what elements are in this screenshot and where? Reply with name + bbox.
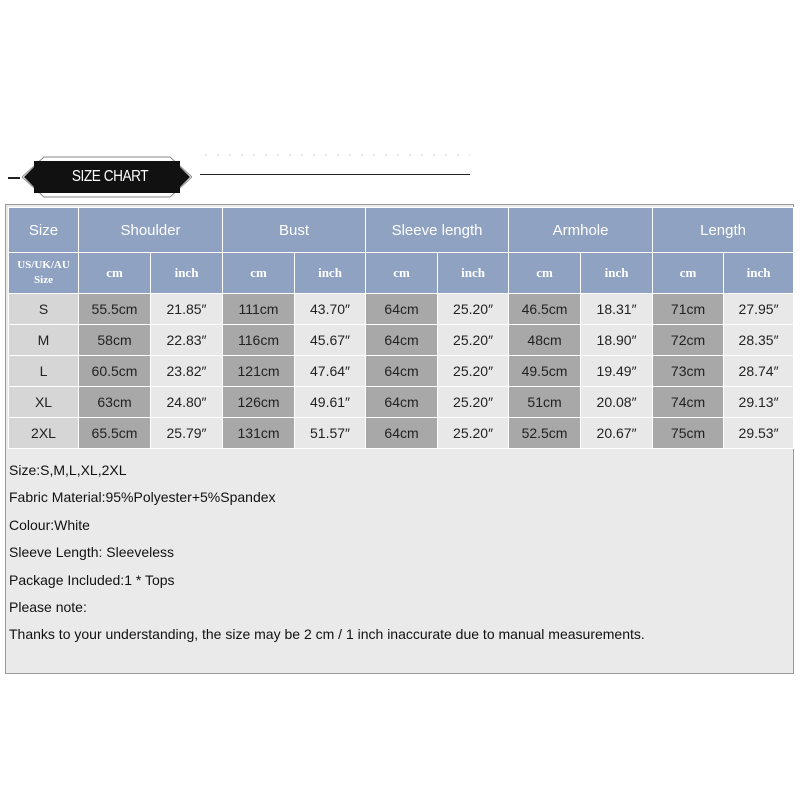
- inch-value-cell: 20.67″: [581, 418, 653, 449]
- cm-value-cell: 52.5cm: [509, 418, 581, 449]
- note-line: Please note:: [9, 598, 87, 615]
- header-bust: Bust: [223, 208, 366, 253]
- inch-value-cell: 18.31″: [581, 294, 653, 325]
- inch-value-cell: 49.61″: [295, 387, 366, 418]
- unit-inch: inch: [581, 253, 653, 294]
- inch-value-cell: 20.08″: [581, 387, 653, 418]
- table-row: [9, 294, 794, 325]
- cm-value-cell: 121cm: [223, 356, 295, 387]
- size-label: Size: [34, 274, 53, 286]
- header-shoulder: Shoulder: [79, 208, 223, 253]
- unit-cm: cm: [366, 253, 438, 294]
- cm-value-cell: 48cm: [509, 325, 581, 356]
- inch-value-cell: 25.79″: [151, 418, 223, 449]
- cm-value-cell: 51cm: [509, 387, 581, 418]
- inch-value-cell: 25.20″: [438, 294, 509, 325]
- cm-value-cell: 64cm: [366, 325, 438, 356]
- cm-value-cell: 64cm: [366, 418, 438, 449]
- cm-value-cell: 64cm: [366, 387, 438, 418]
- note-line: Fabric Material:95%Polyester+5%Spandex: [9, 489, 276, 506]
- inch-value-cell: 29.53″: [724, 418, 794, 449]
- cm-value-cell: 63cm: [79, 387, 151, 418]
- table-header-row: [9, 208, 794, 253]
- header-sleeve-length: Sleeve length: [366, 208, 509, 253]
- inch-value-cell: 28.35″: [724, 325, 794, 356]
- cm-value-cell: 116cm: [223, 325, 295, 356]
- inch-value-cell: 29.13″: [724, 387, 794, 418]
- region-label: US/UK/AU: [17, 259, 70, 271]
- table-row: [9, 325, 794, 356]
- inch-value-cell: 24.80″: [151, 387, 223, 418]
- cm-value-cell: 64cm: [366, 356, 438, 387]
- unit-cm: cm: [79, 253, 151, 294]
- inch-value-cell: 23.82″: [151, 356, 223, 387]
- table-row: [9, 356, 794, 387]
- inch-value-cell: 28.74″: [724, 356, 794, 387]
- header-region-size: [9, 253, 79, 294]
- cm-value-cell: 65.5cm: [79, 418, 151, 449]
- cm-value-cell: 64cm: [366, 294, 438, 325]
- cm-value-cell: 58cm: [79, 325, 151, 356]
- size-cell: M: [9, 325, 79, 356]
- banner-right-line: [200, 174, 470, 175]
- cm-value-cell: 49.5cm: [509, 356, 581, 387]
- unit-inch: inch: [151, 253, 223, 294]
- inch-value-cell: 43.70″: [295, 294, 366, 325]
- inch-value-cell: 25.20″: [438, 387, 509, 418]
- cm-value-cell: 72cm: [653, 325, 724, 356]
- size-chart-panel: [5, 204, 794, 674]
- cm-value-cell: 71cm: [653, 294, 724, 325]
- inch-value-cell: 21.85″: [151, 294, 223, 325]
- unit-cm: cm: [653, 253, 724, 294]
- cm-value-cell: 75cm: [653, 418, 724, 449]
- unit-inch: inch: [295, 253, 366, 294]
- header-size: Size: [9, 208, 79, 253]
- unit-inch: inch: [438, 253, 509, 294]
- size-table: [8, 207, 794, 449]
- cm-value-cell: 55.5cm: [79, 294, 151, 325]
- inch-value-cell: 22.83″: [151, 325, 223, 356]
- cm-value-cell: 126cm: [223, 387, 295, 418]
- inch-value-cell: 25.20″: [438, 325, 509, 356]
- table-unit-row: [9, 253, 794, 294]
- note-line: Thanks to your understanding, the size may be 2 cm / 1 inch inaccurate due to manual measurements.: [9, 626, 645, 643]
- cm-value-cell: 131cm: [223, 418, 295, 449]
- product-notes: [9, 457, 789, 649]
- banner-dots: [200, 154, 470, 156]
- header-length: Length: [653, 208, 794, 253]
- inch-value-cell: 45.67″: [295, 325, 366, 356]
- unit-inch: inch: [724, 253, 794, 294]
- inch-value-cell: 18.90″: [581, 325, 653, 356]
- table-row: [9, 387, 794, 418]
- unit-cm: cm: [509, 253, 581, 294]
- cm-value-cell: 74cm: [653, 387, 724, 418]
- table-body: [9, 294, 794, 449]
- cm-value-cell: 73cm: [653, 356, 724, 387]
- cm-value-cell: 111cm: [223, 294, 295, 325]
- note-line: Size:S,M,L,XL,2XL: [9, 462, 127, 478]
- size-cell: L: [9, 356, 79, 387]
- inch-value-cell: 47.64″: [295, 356, 366, 387]
- cm-value-cell: 60.5cm: [79, 356, 151, 387]
- banner-left-dash: [8, 177, 20, 179]
- table-row: [9, 418, 794, 449]
- note-line: Sleeve Length: Sleeveless: [9, 544, 174, 561]
- inch-value-cell: 25.20″: [438, 356, 509, 387]
- note-line: Colour:White: [9, 516, 90, 533]
- note-line: Package Included:1 * Tops: [9, 571, 175, 588]
- size-cell: 2XL: [9, 418, 79, 449]
- inch-value-cell: 27.95″: [724, 294, 794, 325]
- inch-value-cell: 19.49″: [581, 356, 653, 387]
- cm-value-cell: 46.5cm: [509, 294, 581, 325]
- header-armhole: Armhole: [509, 208, 653, 253]
- size-cell: XL: [9, 387, 79, 418]
- unit-cm: cm: [223, 253, 295, 294]
- inch-value-cell: 25.20″: [438, 418, 509, 449]
- inch-value-cell: 51.57″: [295, 418, 366, 449]
- size-cell: S: [9, 294, 79, 325]
- banner-title: SIZE CHART: [71, 168, 149, 185]
